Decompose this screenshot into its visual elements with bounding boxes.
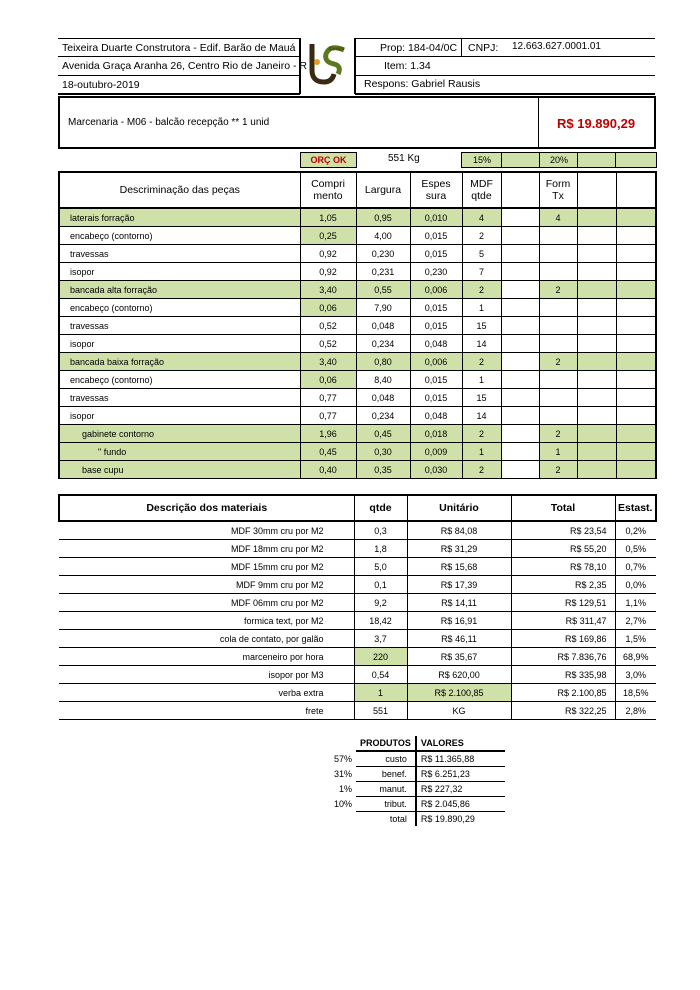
col-header-blank <box>616 172 656 208</box>
pieces-header-row <box>59 172 656 208</box>
material-row <box>59 594 656 612</box>
piece-blank <box>577 389 616 407</box>
piece-blank <box>616 245 656 263</box>
piece-form-tx <box>539 227 577 245</box>
material-name: cola de contato, por galão <box>59 630 354 648</box>
piece-row <box>59 407 656 425</box>
piece-blank <box>616 353 656 371</box>
material-row <box>59 576 656 594</box>
piece-mdf-qtde: 14 <box>462 335 501 353</box>
piece-comprimento: 0,06 <box>300 299 356 317</box>
piece-largura: 0,048 <box>356 389 410 407</box>
piece-largura: 0,231 <box>356 263 410 281</box>
piece-mdf-qtde: 2 <box>462 425 501 443</box>
material-row <box>59 648 656 666</box>
col-header-comprimento: Compri mento <box>300 172 356 208</box>
summary-pct: 57% <box>334 753 353 764</box>
piece-form-tx <box>539 335 577 353</box>
piece-blank <box>616 443 656 461</box>
piece-comprimento: 0,52 <box>300 335 356 353</box>
material-qtde: 0,3 <box>354 521 407 540</box>
piece-comprimento: 0,25 <box>300 227 356 245</box>
material-qtde: 9,2 <box>354 594 407 612</box>
piece-comprimento: 3,40 <box>300 281 356 299</box>
piece-blank <box>577 227 616 245</box>
piece-desc: isopor <box>59 407 300 425</box>
piece-blank <box>501 353 539 371</box>
piece-blank <box>616 299 656 317</box>
summary-pct: 31% <box>334 769 353 779</box>
col-header-blank <box>577 172 616 208</box>
piece-blank <box>616 389 656 407</box>
summary-value: R$ 11.365,88 <box>416 751 505 767</box>
piece-row <box>59 299 656 317</box>
material-row <box>59 630 656 648</box>
piece-blank <box>577 317 616 335</box>
document-date: 18-outubro-2019 <box>62 79 140 91</box>
piece-espessura: 0,015 <box>410 227 462 245</box>
material-qtde: 551 <box>354 702 407 720</box>
material-percent: 0,2% <box>615 521 656 540</box>
piece-mdf-qtde: 2 <box>462 281 501 299</box>
col-header-espessura: Espes sura <box>410 172 462 208</box>
piece-mdf-qtde: 15 <box>462 317 501 335</box>
piece-comprimento: 0,77 <box>300 407 356 425</box>
summary-label: tribut. <box>356 797 416 812</box>
piece-largura: 0,234 <box>356 407 410 425</box>
piece-comprimento: 0,40 <box>300 461 356 479</box>
piece-mdf-qtde: 14 <box>462 407 501 425</box>
piece-desc: bancada alta forração <box>59 281 300 299</box>
summary-pct <box>330 812 356 827</box>
piece-blank <box>577 461 616 479</box>
summary-header-valores: VALORES <box>416 736 505 751</box>
piece-row <box>59 281 656 299</box>
piece-largura: 0,234 <box>356 335 410 353</box>
col-header-form-tx: Form Tx <box>539 172 577 208</box>
summary-row <box>330 767 505 782</box>
piece-blank <box>501 281 539 299</box>
material-name: frete <box>59 702 354 720</box>
summary-value: R$ 227,32 <box>416 782 505 797</box>
material-qtde: 0,54 <box>354 666 407 684</box>
project-title: Marcenaria - M06 - balcão recepção ** 1 unid <box>68 117 270 128</box>
material-total: R$ 78,10 <box>511 558 615 576</box>
piece-blank <box>577 335 616 353</box>
piece-comprimento: 1,96 <box>300 425 356 443</box>
piece-blank <box>501 263 539 281</box>
piece-form-tx: 2 <box>539 281 577 299</box>
piece-espessura: 0,230 <box>410 263 462 281</box>
cnpj-value: 12.663.627.0001.01 <box>512 41 601 52</box>
col-header-estast: Estast. <box>615 495 656 521</box>
summary-row <box>330 751 505 767</box>
material-total: R$ 129,51 <box>511 594 615 612</box>
col-header-mdf-qtde: MDF qtde <box>462 172 501 208</box>
piece-largura: 0,45 <box>356 425 410 443</box>
piece-blank <box>501 407 539 425</box>
piece-desc: travessas <box>59 389 300 407</box>
piece-comprimento: 0,92 <box>300 245 356 263</box>
material-unitario: R$ 46,11 <box>407 630 511 648</box>
piece-row <box>59 461 656 479</box>
piece-largura: 0,35 <box>356 461 410 479</box>
piece-blank <box>501 245 539 263</box>
material-unitario: R$ 15,68 <box>407 558 511 576</box>
summary-label: benef. <box>356 767 416 782</box>
piece-blank <box>501 299 539 317</box>
company-name: Teixeira Duarte Construtora - Edif. Barão de Mauá <box>62 42 296 54</box>
piece-blank <box>577 371 616 389</box>
material-percent: 1,1% <box>615 594 656 612</box>
piece-mdf-qtde: 7 <box>462 263 501 281</box>
piece-blank <box>616 227 656 245</box>
material-unitario: R$ 2.100,85 <box>407 684 511 702</box>
material-total: R$ 7.836,76 <box>511 648 615 666</box>
piece-espessura: 0,015 <box>410 299 462 317</box>
piece-desc: encabeço (contorno) <box>59 299 300 317</box>
piece-mdf-qtde: 15 <box>462 389 501 407</box>
material-unitario: R$ 14,11 <box>407 594 511 612</box>
piece-mdf-qtde: 2 <box>462 227 501 245</box>
responsible: Respons: Gabriel Rausis <box>364 78 481 90</box>
piece-mdf-qtde: 1 <box>462 371 501 389</box>
piece-blank <box>577 208 616 227</box>
material-name: MDF 15mm cru por M2 <box>59 558 354 576</box>
piece-blank <box>501 335 539 353</box>
material-row <box>59 558 656 576</box>
piece-blank <box>616 461 656 479</box>
pct-15: 15% <box>461 152 503 168</box>
summary-value: R$ 6.251,23 <box>416 767 505 782</box>
summary-label: manut. <box>356 782 416 797</box>
piece-row <box>59 227 656 245</box>
piece-blank <box>577 263 616 281</box>
strip-cell <box>615 152 657 168</box>
piece-blank <box>616 317 656 335</box>
piece-blank <box>577 281 616 299</box>
material-percent: 0,7% <box>615 558 656 576</box>
col-header-unitario: Unitário <box>407 495 511 521</box>
piece-desc: gabinete contorno <box>59 425 300 443</box>
piece-largura: 8,40 <box>356 371 410 389</box>
material-unitario: R$ 31,29 <box>407 540 511 558</box>
piece-espessura: 0,030 <box>410 461 462 479</box>
piece-desc: encabeço (contorno) <box>59 371 300 389</box>
material-percent: 0,5% <box>615 540 656 558</box>
material-qtde: 5,0 <box>354 558 407 576</box>
weight-value: 551 Kg <box>388 153 420 164</box>
col-header-largura: Largura <box>356 172 410 208</box>
piece-comprimento: 3,40 <box>300 353 356 371</box>
piece-mdf-qtde: 4 <box>462 208 501 227</box>
piece-comprimento: 0,45 <box>300 443 356 461</box>
material-qtde: 220 <box>354 648 407 666</box>
piece-row <box>59 317 656 335</box>
piece-desc: travessas <box>59 245 300 263</box>
piece-form-tx <box>539 371 577 389</box>
material-qtde: 1 <box>354 684 407 702</box>
piece-blank <box>501 389 539 407</box>
piece-mdf-qtde: 1 <box>462 443 501 461</box>
piece-blank <box>616 281 656 299</box>
material-unitario: R$ 620,00 <box>407 666 511 684</box>
material-row <box>59 540 656 558</box>
material-name: MDF 9mm cru por M2 <box>59 576 354 594</box>
piece-largura: 4,00 <box>356 227 410 245</box>
piece-blank <box>501 443 539 461</box>
piece-blank <box>577 425 616 443</box>
piece-form-tx <box>539 245 577 263</box>
piece-espessura: 0,015 <box>410 371 462 389</box>
totals-summary <box>330 736 505 826</box>
piece-largura: 7,90 <box>356 299 410 317</box>
piece-blank <box>616 263 656 281</box>
piece-largura: 0,230 <box>356 245 410 263</box>
piece-desc: travessas <box>59 317 300 335</box>
piece-espessura: 0,048 <box>410 335 462 353</box>
col-header-qtde: qtde <box>354 495 407 521</box>
piece-row <box>59 389 656 407</box>
piece-mdf-qtde: 2 <box>462 353 501 371</box>
summary-value: R$ 2.045,86 <box>416 797 505 812</box>
summary-header-row <box>330 736 505 751</box>
piece-form-tx <box>539 389 577 407</box>
piece-largura: 0,95 <box>356 208 410 227</box>
item-number: Item: 1.34 <box>384 60 431 72</box>
piece-desc: encabeço (contorno) <box>59 227 300 245</box>
proposal-number: Prop: 184-04/0C <box>380 42 458 54</box>
piece-blank <box>501 208 539 227</box>
piece-form-tx <box>539 299 577 317</box>
piece-blank <box>577 443 616 461</box>
piece-blank <box>616 407 656 425</box>
piece-form-tx: 2 <box>539 461 577 479</box>
summary-row <box>330 782 505 797</box>
piece-form-tx: 2 <box>539 353 577 371</box>
material-row <box>59 684 656 702</box>
piece-blank <box>577 245 616 263</box>
status-badge: ORÇ OK <box>300 152 357 168</box>
summary-pct: 1% <box>339 784 353 794</box>
piece-blank <box>501 425 539 443</box>
piece-form-tx: 4 <box>539 208 577 227</box>
piece-row <box>59 353 656 371</box>
strip-cell <box>501 152 541 168</box>
piece-desc: " fundo <box>59 443 300 461</box>
piece-row <box>59 263 656 281</box>
material-qtde: 18,42 <box>354 612 407 630</box>
material-percent: 3,0% <box>615 666 656 684</box>
material-row <box>59 702 656 720</box>
material-percent: 1,5% <box>615 630 656 648</box>
piece-espessura: 0,048 <box>410 407 462 425</box>
piece-blank <box>501 317 539 335</box>
piece-espessura: 0,015 <box>410 317 462 335</box>
piece-espessura: 0,006 <box>410 353 462 371</box>
piece-largura: 0,55 <box>356 281 410 299</box>
material-name: verba extra <box>59 684 354 702</box>
piece-comprimento: 0,52 <box>300 317 356 335</box>
material-unitario: R$ 35,67 <box>407 648 511 666</box>
material-total: R$ 335,98 <box>511 666 615 684</box>
piece-espessura: 0,015 <box>410 389 462 407</box>
piece-espessura: 0,018 <box>410 425 462 443</box>
material-qtde: 1,8 <box>354 540 407 558</box>
piece-blank <box>501 371 539 389</box>
col-header-desc: Descriminação das peças <box>59 172 300 208</box>
material-name: isopor por M3 <box>59 666 354 684</box>
material-percent: 68,9% <box>615 648 656 666</box>
material-row <box>59 666 656 684</box>
materials-table <box>58 494 657 720</box>
piece-comprimento: 0,06 <box>300 371 356 389</box>
piece-row <box>59 208 656 227</box>
col-header-material: Descrição dos materiais <box>59 495 354 521</box>
piece-row <box>59 371 656 389</box>
project-total: R$ 19.890,29 <box>557 116 636 131</box>
piece-espessura: 0,009 <box>410 443 462 461</box>
piece-form-tx: 1 <box>539 443 577 461</box>
summary-value: R$ 19.890,29 <box>420 814 475 824</box>
piece-desc: base cupu <box>59 461 300 479</box>
summary-row <box>330 812 505 827</box>
piece-largura: 0,048 <box>356 317 410 335</box>
material-percent: 0,0% <box>615 576 656 594</box>
material-unitario: R$ 16,91 <box>407 612 511 630</box>
company-address: Avenida Graça Aranha 26, Centro Rio de Janeiro - R <box>62 60 307 72</box>
material-name: MDF 30mm cru por M2 <box>59 521 354 540</box>
piece-blank <box>616 371 656 389</box>
piece-blank <box>616 335 656 353</box>
piece-desc: isopor <box>59 335 300 353</box>
piece-row <box>59 443 656 461</box>
piece-blank <box>501 461 539 479</box>
material-total: R$ 322,25 <box>511 702 615 720</box>
piece-desc: bancada baixa forração <box>59 353 300 371</box>
material-name: MDF 06mm cru por M2 <box>59 594 354 612</box>
material-percent: 18,5% <box>615 684 656 702</box>
col-header-blank <box>501 172 539 208</box>
material-total: R$ 169,86 <box>511 630 615 648</box>
piece-espessura: 0,006 <box>410 281 462 299</box>
strip-cell <box>577 152 617 168</box>
piece-row <box>59 245 656 263</box>
piece-largura: 0,80 <box>356 353 410 371</box>
piece-mdf-qtde: 2 <box>462 461 501 479</box>
material-row <box>59 612 656 630</box>
summary-pct: 10% <box>334 799 353 809</box>
material-total: R$ 311,47 <box>511 612 615 630</box>
material-name: marceneiro por hora <box>59 648 354 666</box>
pieces-table <box>58 171 657 479</box>
piece-espessura: 0,010 <box>410 208 462 227</box>
piece-largura: 0,30 <box>356 443 410 461</box>
piece-mdf-qtde: 5 <box>462 245 501 263</box>
summary-label: custo <box>356 751 416 767</box>
piece-espessura: 0,015 <box>410 245 462 263</box>
piece-comprimento: 0,92 <box>300 263 356 281</box>
piece-blank <box>501 227 539 245</box>
material-qtde: 3,7 <box>354 630 407 648</box>
summary-label: total <box>356 812 416 827</box>
piece-form-tx: 2 <box>539 425 577 443</box>
cnpj-label: CNPJ: <box>468 42 499 54</box>
company-logo <box>304 40 350 86</box>
piece-blank <box>577 353 616 371</box>
material-name: formica text, por M2 <box>59 612 354 630</box>
piece-row <box>59 425 656 443</box>
material-total: R$ 23,54 <box>511 521 615 540</box>
logo-text: JDesign <box>328 47 345 52</box>
piece-row <box>59 335 656 353</box>
materials-header-row <box>59 495 656 521</box>
pct-20: 20% <box>539 152 579 168</box>
material-unitario: KG <box>407 702 511 720</box>
material-unitario: R$ 17,39 <box>407 576 511 594</box>
col-header-total: Total <box>511 495 615 521</box>
piece-form-tx <box>539 317 577 335</box>
material-row <box>59 521 656 540</box>
piece-comprimento: 1,05 <box>300 208 356 227</box>
piece-blank <box>577 407 616 425</box>
piece-comprimento: 0,77 <box>300 389 356 407</box>
material-percent: 2,7% <box>615 612 656 630</box>
piece-blank <box>616 208 656 227</box>
summary-row <box>330 797 505 812</box>
piece-desc: isopor <box>59 263 300 281</box>
summary-header-produtos: PRODUTOS <box>356 736 416 751</box>
piece-form-tx <box>539 263 577 281</box>
material-total: R$ 2.100,85 <box>511 684 615 702</box>
logo-icon <box>304 40 350 86</box>
piece-desc: laterais forração <box>59 208 300 227</box>
material-name: MDF 18mm cru por M2 <box>59 540 354 558</box>
piece-blank <box>577 299 616 317</box>
piece-form-tx <box>539 407 577 425</box>
material-qtde: 0,1 <box>354 576 407 594</box>
piece-blank <box>616 425 656 443</box>
material-unitario: R$ 84,08 <box>407 521 511 540</box>
material-total: R$ 2,35 <box>511 576 615 594</box>
material-total: R$ 55,20 <box>511 540 615 558</box>
piece-mdf-qtde: 1 <box>462 299 501 317</box>
material-percent: 2,8% <box>615 702 656 720</box>
